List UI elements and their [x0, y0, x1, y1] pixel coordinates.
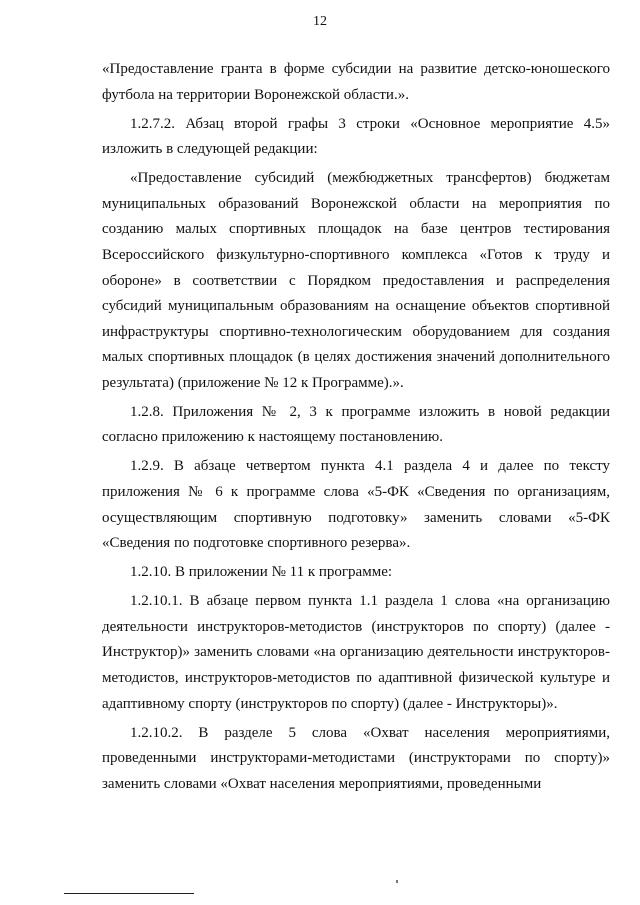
footer-rule	[64, 893, 194, 894]
paragraph-1-2-10: 1.2.10. В приложении № 11 к программе:	[130, 564, 393, 581]
scan-mark	[396, 880, 398, 883]
paragraph-1-2-10-1: 1.2.10.1. В абзаце первом пункта 1.1 раздела 1 слова «на организацию деятельности инструкторов-методистов (инструкторов по спорту) (далее - Инструктор)» заменить словами «на организацию деятельности инструкторов-методистов, инструкторов-методистов по адаптивной физической культуре и адаптивному спорту (инструкторов по спорту) (далее - Инструкторы)».	[102, 593, 610, 712]
page-number: 12	[313, 14, 327, 29]
document-body	[102, 57, 610, 801]
paragraph-1-2-7-2: 1.2.7.2. Абзац второй графы 3 строки «Основное мероприятие 4.5» изложить в следующей редакции:	[102, 115, 610, 158]
paragraph-quoted-subsidy: «Предоставление субсидий (межбюджетных трансфертов) бюджетам муниципальных образований Воронежской области на мероприятия по созданию малых спортивных площадок на базе центров тестирования Всероссийского физкультурно-спортивного комплекса «Готов к труду и обороне» в соответствии с Порядком предоставления и распределения субсидий муниципальным образованиям на оснащение объектов спортивной инфраструктуры спортивно-технологическим оборудованием для создания малых спортивных площадок (в целях достижения значений дополнительного результата) (приложение № 12 к Программе).».	[102, 170, 610, 391]
paragraph-1-2-9: 1.2.9. В абзаце четвертом пункта 4.1 раздела 4 и далее по тексту приложения № 6 к программе слова «5-ФК «Сведения по организациям, осуществляющим спортивную подготовку» заменить словами «5-ФК «Сведения по подготовке спортивного резерва».	[102, 458, 610, 552]
paragraph-1-2-8: 1.2.8. Приложения № 2, 3 к программе изложить в новой редакции согласно приложению к настоящему постановлению.	[102, 403, 610, 446]
paragraph-1-2-10-2: 1.2.10.2. В разделе 5 слова «Охват населения мероприятиями, проведенными инструкторами-методистами (инструкторами по спорту)» заменить словами «Охват населения мероприятиями, проведенными	[102, 724, 610, 792]
paragraph-continuation: «Предоставление гранта в форме субсидии на развитие детско-юношеского футбола на территории Воронежской области.».	[102, 61, 610, 103]
